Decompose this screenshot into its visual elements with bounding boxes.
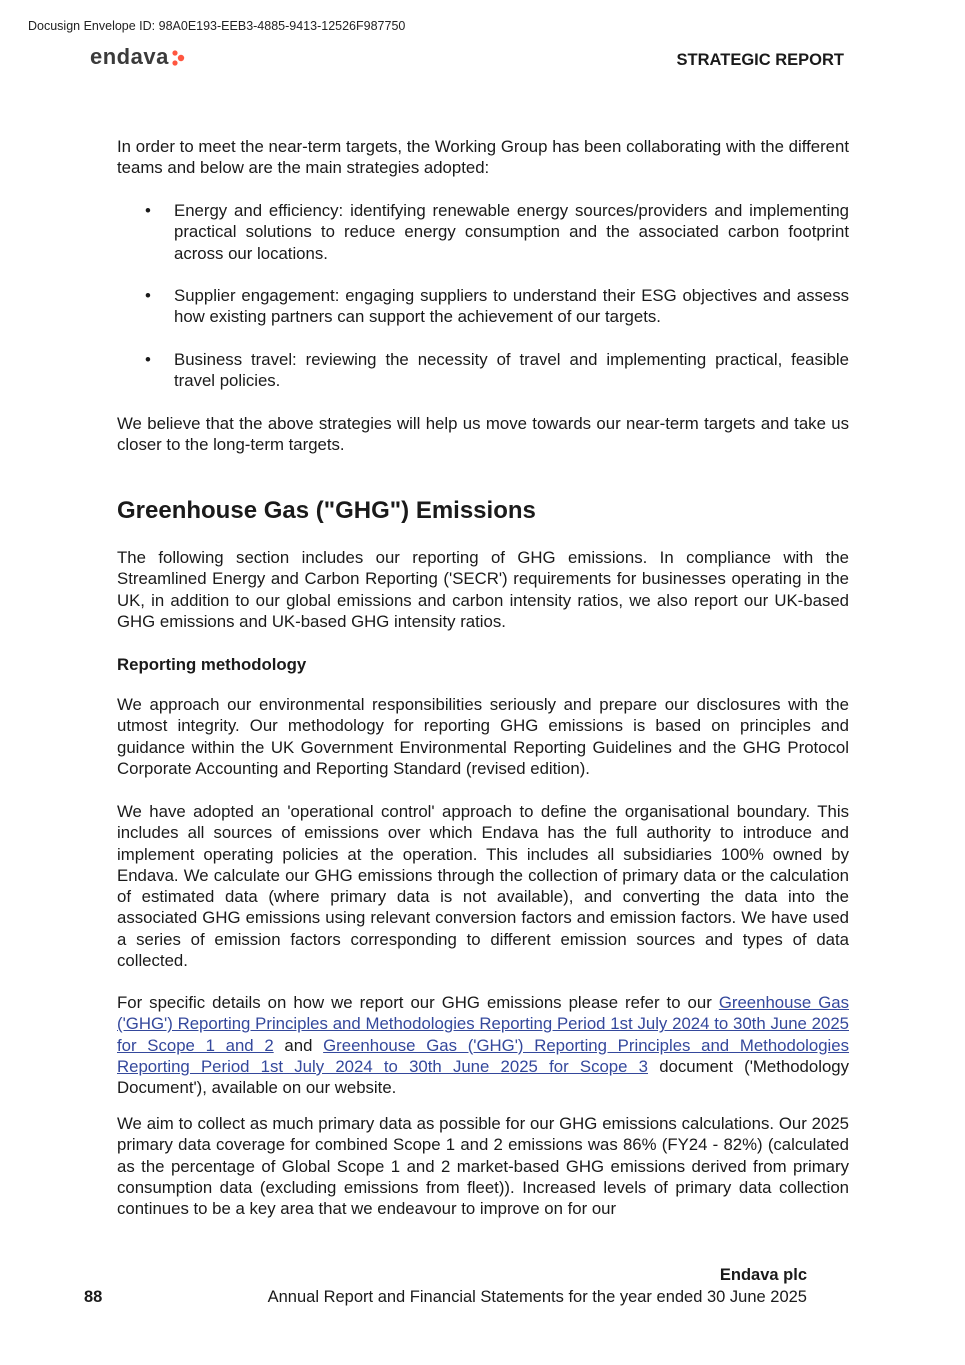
- page-number: 88: [84, 1288, 103, 1306]
- bullet-item: [145, 200, 849, 264]
- endava-logo: [90, 44, 186, 70]
- methodology-paragraph-3: [117, 992, 849, 1098]
- section-title: STRATEGIC REPORT: [676, 51, 844, 69]
- intro-paragraph: In order to meet the near-term targets, the Working Group has been collaborating with the different teams and below are the main strategies adopted:: [117, 137, 849, 178]
- bullet-text: Energy and efficiency: identifying renewable energy sources/providers and implementing practical solutions to reduce energy consumption and the associated carbon footprint across our locations.: [174, 201, 849, 263]
- text: and: [273, 1035, 324, 1055]
- footer-company: Endava plc: [719, 1266, 807, 1284]
- methodology-paragraph-1: We approach our environmental responsibilities seriously and prepare our disclosures with the utmost integrity. Our methodology for reporting GHG emissions is based on principles and guidance within the UK Government Environmental Reporting Guidelines and the GHG Protocol Corporate Accounting and Reporting Standard (revised edition).: [117, 695, 849, 778]
- envelope-id: Docusign Envelope ID: 98A0E193-EEB3-4885-9413-12526F987750: [28, 19, 406, 33]
- ghg-intro: The following section includes our reporting of GHG emissions. In compliance with the Streamlined Energy and Carbon Reporting ('SECR') requirements for businesses operating in the UK, in addition to our global emissions and carbon intensity ratios, we also report our UK-based GHG emissions and UK-based GHG intensity ratios.: [117, 548, 849, 631]
- bullet-icon: •: [145, 350, 151, 369]
- footer-report-title: Annual Report and Financial Statements for the year ended 30 June 2025: [267, 1288, 807, 1306]
- bullet-icon: •: [145, 201, 151, 220]
- scope-1-2-methodology-link[interactable]: Greenhouse Gas ('GHG') Reporting Principles and Methodologies Reporting Period 1st July 2024 to 30th June 2025 for Scope 1 and 2: [117, 993, 849, 1055]
- bullet-text: Supplier engagement: engaging suppliers to understand their ESG objectives and assess how existing partners can support the achievement of our targets.: [174, 286, 849, 327]
- methodology-paragraph-4: We aim to collect as much primary data as possible for our GHG emissions calculations. Our 2025 primary data coverage for combined Scope 1 and 2 emissions was 86% (FY24 - 82%) (calculated as the percentage of Global Scope 1 and 2 market-based GHG emissions derived from primary consumption data (excluding emissions from fleet)). Increased levels of primary data collection continues to be a key area that we endeavour to improve on for our: [117, 1114, 849, 1219]
- bullet-text: Business travel: reviewing the necessity of travel and implementing practical, feasible travel policies.: [174, 350, 849, 391]
- methodology-paragraph-2: We have adopted an 'operational control' approach to define the organisational boundary. This includes all sources of emissions over which Endava has the full authority to introduce and implement operating policies at the operation. This includes all subsidiaries 100% owned by Endava. We calculate our GHG emissions through the collection of primary data or the calculation of estimated data (where primary data is not available), and converting the data into the associated GHG emissions using relevant conversion factors and emission factors. We have used a series of emission factors corresponding to different emission sources and types of data collected.: [117, 802, 849, 971]
- bullet-item: [145, 285, 849, 328]
- methodology-subheading: Reporting methodology: [117, 655, 307, 674]
- closing-paragraph: We believe that the above strategies will help us move towards our near-term targets and take us closer to the long-term targets.: [117, 414, 849, 455]
- logo-mark-icon: [172, 50, 186, 66]
- ghg-heading: Greenhouse Gas ("GHG") Emissions: [117, 497, 536, 524]
- logo-text: endava: [90, 44, 169, 69]
- scope-3-methodology-link[interactable]: Greenhouse Gas ('GHG') Reporting Principles and Methodologies Reporting Period 1st July 2024 to 30th June 2025 for Scope 3: [117, 1035, 850, 1076]
- bullet-icon: •: [145, 286, 151, 305]
- text: document ('Methodology Document'), available on our website.: [117, 1056, 849, 1098]
- text: For specific details on how we report our GHG emissions please refer to our: [117, 993, 719, 1012]
- bullet-item: [145, 349, 849, 392]
